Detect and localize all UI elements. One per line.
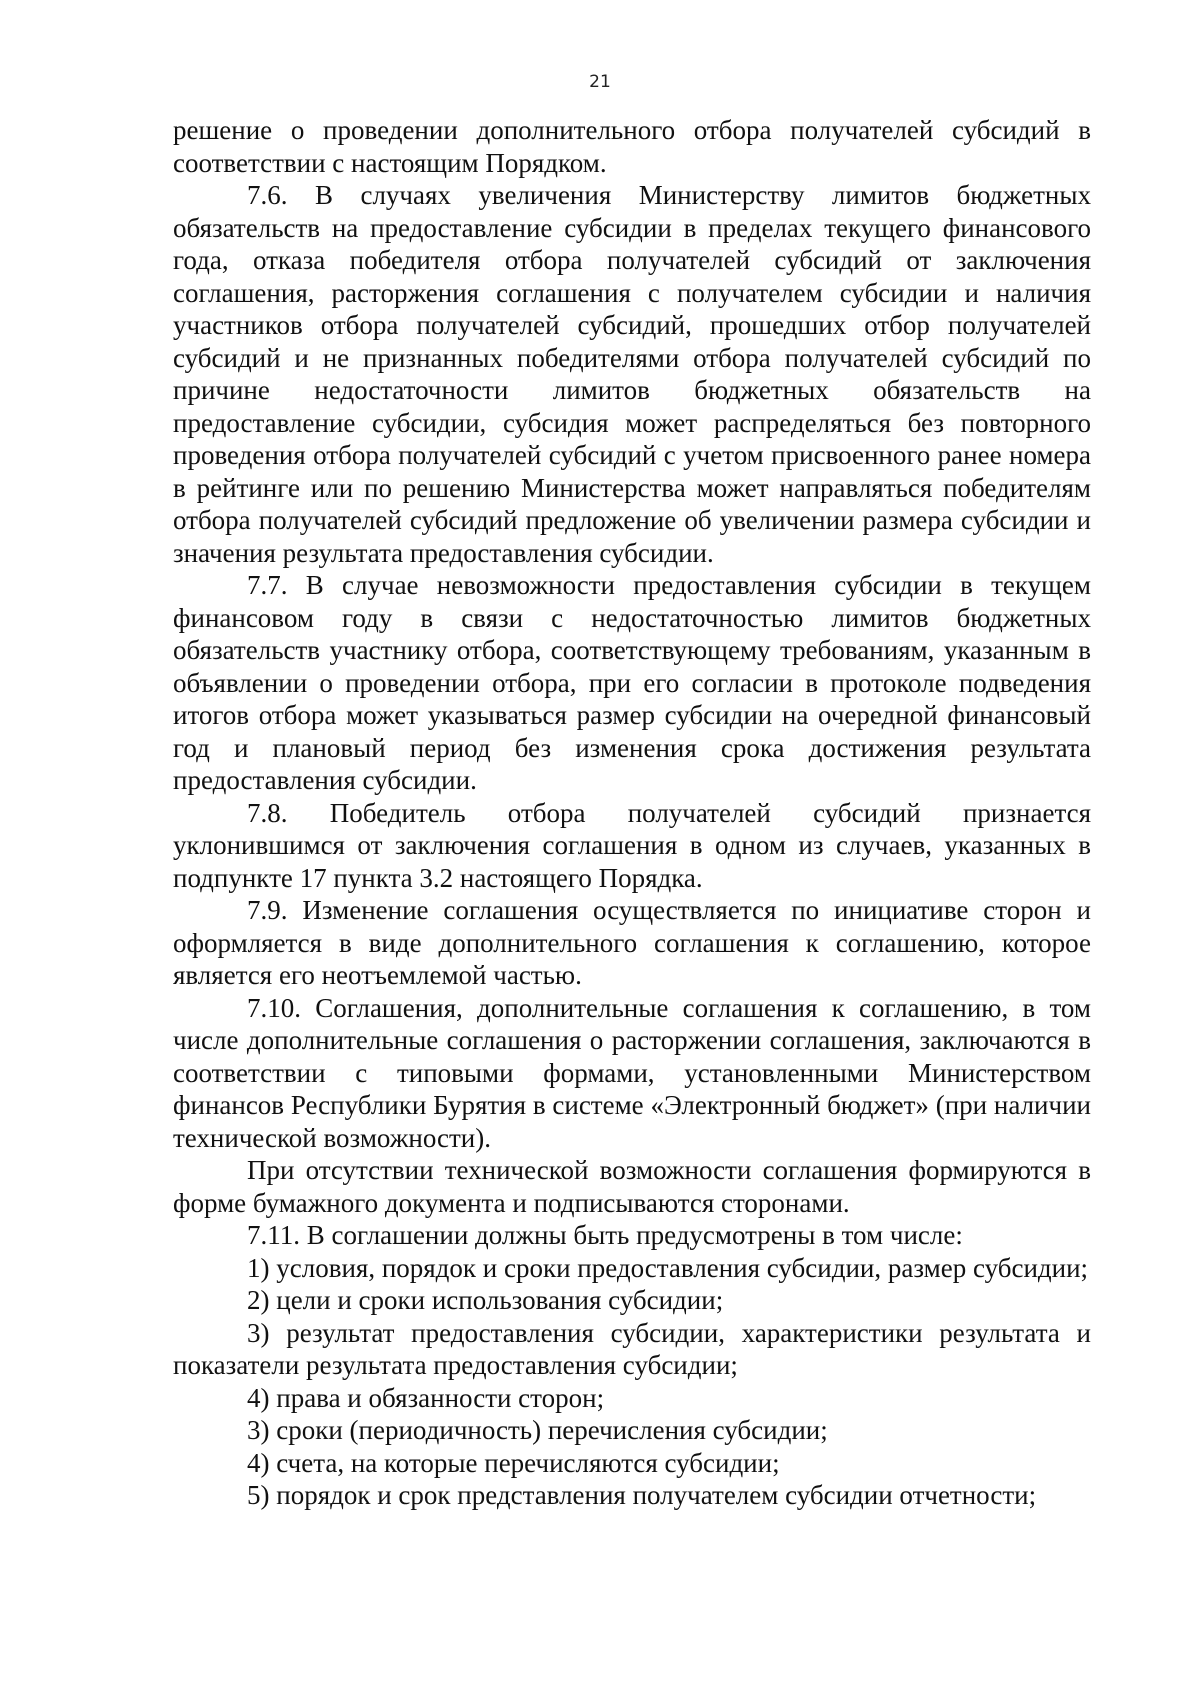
paragraph-7-10: 7.10. Соглашения, дополнительные соглашения к соглашению, в том числе дополнительные соглашения о расторжении соглашения, заключаются в соответствии с типовыми формами, установленными Министерством финансов Республики Бурятия в системе «Электронный бюджет» (при наличии технической возможности).: [173, 992, 1091, 1153]
list-item-4: 4) права и обязанности сторон;: [247, 1382, 605, 1413]
paragraph-continuation: решение о проведении дополнительного отбора получателей субсидий в соответствии с настоящим Порядком.: [173, 115, 1091, 178]
paragraph-7-6: 7.6. В случаях увеличения Министерству лимитов бюджетных обязательств на предоставление субсидии в пределах текущего финансового года, отказа победителя отбора получателей субсидий от заключения соглашения, расторжения соглашения с получателем субсидии и наличия участников отбора получателей субсидий, прошедших отбор получателей субсидий и не признанных победителями отбора получателей субсидий по причине недостаточности лимитов бюджетных обязательств на предоставление субсидии, субсидия может распределяться без повторного проведения отбора получателей субсидий с учетом присвоенного ранее номера в рейтинге или по решению Министерства может направляться победителям отбора получателей субсидий предложение об увеличении размера субсидии и значения результата предоставления субсидии.: [173, 180, 1091, 568]
list-item-3: 3) результат предоставления субсидии, характеристики результата и показатели результата предоставления субсидии;: [173, 1317, 1091, 1380]
list-item-3b: 3) сроки (периодичность) перечисления субсидии;: [247, 1415, 828, 1445]
list-item-4b: 4) счета, на которые перечисляются субсидии;: [247, 1447, 780, 1478]
paragraph-7-9: 7.9. Изменение соглашения осуществляется по инициативе сторон и оформляется в виде дополнительного соглашения к соглашению, которое является его неотъемлемой частью.: [173, 895, 1091, 990]
list-item-2: 2) цели и сроки использования субсидии;: [247, 1285, 724, 1315]
paragraph-7-7: 7.7. В случае невозможности предоставления субсидии в текущем финансовом году в связи с недостаточностью лимитов бюджетных обязательств участнику отбора, соответствующему требованиям, указанным в объявлении о проведении отбора, при его согласии в протоколе подведения итогов отбора может указываться размер субсидии на очередной финансовый год и плановый период без изменения срока достижения результата предоставления субсидии.: [173, 570, 1091, 795]
paragraph-paper-form: При отсутствии технической возможности соглашения формируются в форме бумажного документа и подписываются сторонами.: [173, 1155, 1091, 1218]
list-item-1: 1) условия, порядок и сроки предоставления субсидии, размер субсидии;: [247, 1252, 1089, 1283]
page-number: 21: [589, 72, 611, 92]
list-item-5: 5) порядок и срок представления получателем субсидии отчетности;: [247, 1480, 1037, 1510]
paragraph-7-11: 7.11. В соглашении должны быть предусмотрены в том числе:: [247, 1220, 963, 1250]
document-body: [173, 114, 1091, 1512]
paragraph-7-8: 7.8. Победитель отбора получателей субсидий признается уклонившимся от заключения соглашения в одном из случаев, указанных в подпункте 17 пункта 3.2 настоящего Порядка.: [173, 797, 1091, 893]
